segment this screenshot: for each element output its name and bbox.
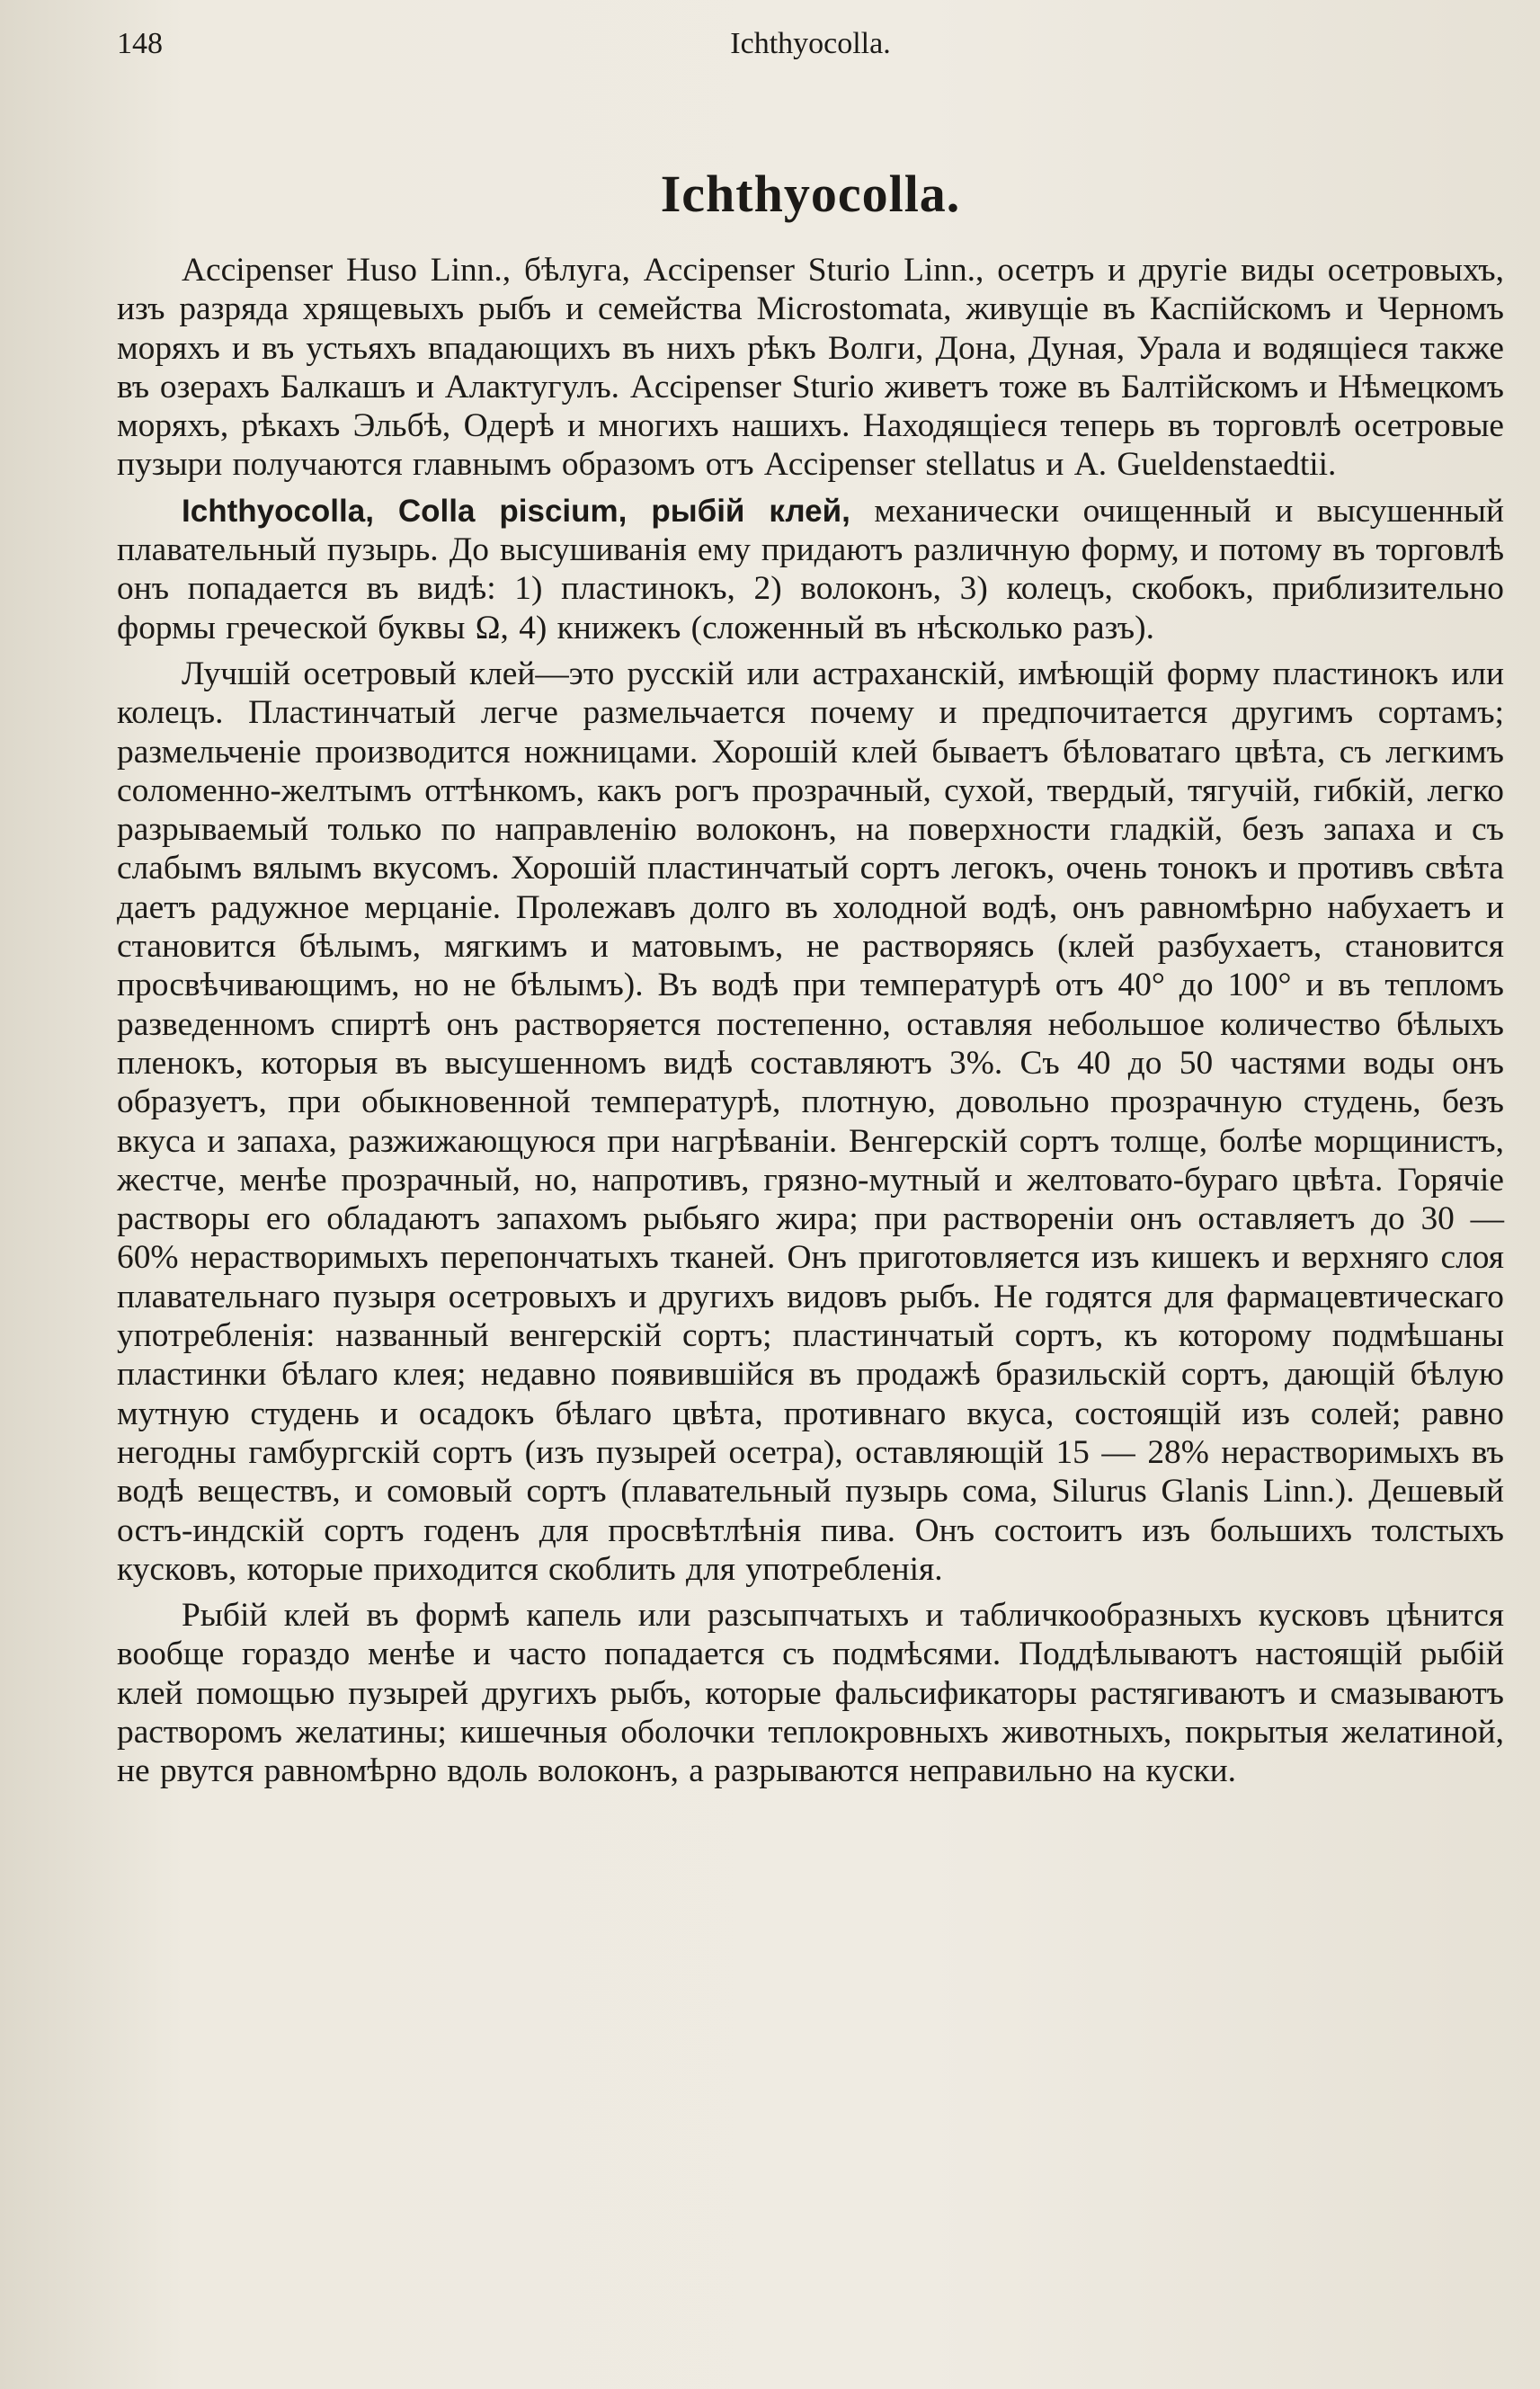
paragraph-species: Accipenser Huso Linn., бѣлуга, Accipenser Sturio Linn., осетръ и другіе виды осетровыхъ, изъ разряда хрящевыхъ рыбъ и семейства Microstomata, живущіе въ Каспійскомъ и Черномъ моряхъ и въ устьяхъ впадающихъ въ нихъ рѣкъ Волги, Дона, Дуная, Урала и водящіеся также въ озерахъ Балкашъ и Алактугулъ. Accipenser Sturio живетъ тоже въ Балтійскомъ и Нѣмецкомъ моряхъ, рѣкахъ Эльбѣ, Одерѣ и многихъ нашихъ. Находящіеся теперь въ торговлѣ осетровые пузыри получаются главнымъ образомъ отъ Accipenser stellatus и A. Gueldenstaedtii. — [117, 252, 1504, 484]
paragraph-quality: Лучшій осетровый клей—это русскій или астраханскій, имѣющій форму пластинокъ или колецъ. Пластинчатый легче размельчается почему и предпочитается другимъ сортамъ; размельченіе производится ножницами. Хорошій клей бываетъ бѣловатаго цвѣта, съ легкимъ соломенно-желтымъ оттѣнкомъ, какъ рогъ прозрачный, сухой, твердый, тягучій, гибкій, легко разрываемый только по направленію волоконъ, на поверхности гладкій, безъ запаха и съ слабымъ вялымъ вкусомъ. Хорошій пластинчатый сортъ легокъ, очень тонокъ и противъ свѣта даетъ радужное мерцаніе. Пролежавъ долго въ холодной водѣ, онъ равномѣрно набухаетъ и становится бѣлымъ, мягкимъ и матовымъ, не растворяясь (клей разбухаетъ, становится просвѣчивающимъ, но не бѣлымъ). Въ водѣ при температурѣ отъ 40° до 100° и въ тепломъ разведенномъ спиртѣ онъ растворяется постепенно, оставляя небольшое количество бѣлыхъ пленокъ, которыя въ высушенномъ видѣ составляютъ 3%. Съ 40 до 50 частями воды онъ образуетъ, при обыкновенной температурѣ, плотную, довольно прозрачную студень, безъ вкуса и запаха, разжижающуюся при нагрѣваніи. Венгерскій сортъ толще, болѣе морщинистъ, жестче, менѣе прозрачный, но, напротивъ, грязно-мутный и желтовато-бураго цвѣта. Горячіе растворы его обладаютъ запахомъ рыбьяго жира; при раствореніи онъ оставляетъ до 30 — 60% нерастворимыхъ перепончатыхъ тканей. Онъ приготовляется изъ кишекъ и верхняго слоя плавательнаго пузыря осетровыхъ и другихъ видовъ рыбъ. Не годятся для фармацевтическаго употребленія: названный венгерскій сортъ; пластинчатый сортъ, къ которому подмѣшаны пластинки бѣлаго клея; недавно появившійся въ продажѣ бразильскій сортъ, дающій бѣлую мутную студень и осадокъ бѣлаго цвѣта, противнаго вкуса, состоящій изъ солей; равно негодны гамбургскій сортъ (изъ пузырей осетра), оставляющій 15 — 28% нерастворимыхъ въ водѣ веществъ, и сомовый сортъ (плавательный пузырь сома, Silurus Glanis Linn.). Дешевый остъ-индскій сортъ годенъ для просвѣтлѣнія пива. Онъ состоитъ изъ большихъ толстыхъ кусковъ, которые приходится скоблить для употребленія. — [117, 655, 1504, 1588]
paragraph-adulteration: Рыбій клей въ формѣ капель или разсыпчатыхъ и табличкообразныхъ кусковъ цѣнится вообще гораздо менѣе и часто попадается съ подмѣсями. Поддѣлываютъ настоящій рыбій клей помощью пузырей другихъ рыбъ, которые фальсификаторы растягиваютъ и смазываютъ растворомъ желатины; кишечныя оболочки теплокровныхъ животныхъ, покрытыя желатиной, не рвутся равномѣрно вдоль волоконъ, а разрываются неправильно на куски. — [117, 1597, 1504, 1790]
lead-term: Ichthyocolla, Colla piscium, рыбій клей, — [182, 493, 850, 529]
definition-text: механически очищенный и высушенный плавательный пузырь. До высушиванія ему придаютъ различную форму, и потому въ торговлѣ онъ попадается въ видѣ: 1) пластинокъ, 2) волоконъ, 3) колецъ, скобокъ, приблизительно формы греческой буквы Ω, 4) книжекъ (сложенный въ нѣсколько разъ). — [117, 492, 1504, 646]
article-title: Ichthyocolla. — [660, 165, 961, 223]
page-number: 148 — [117, 27, 163, 60]
running-title: Ichthyocolla. — [730, 27, 891, 60]
running-head — [117, 27, 1504, 74]
article-body — [117, 251, 1504, 1791]
paragraph-definition — [117, 492, 1504, 647]
